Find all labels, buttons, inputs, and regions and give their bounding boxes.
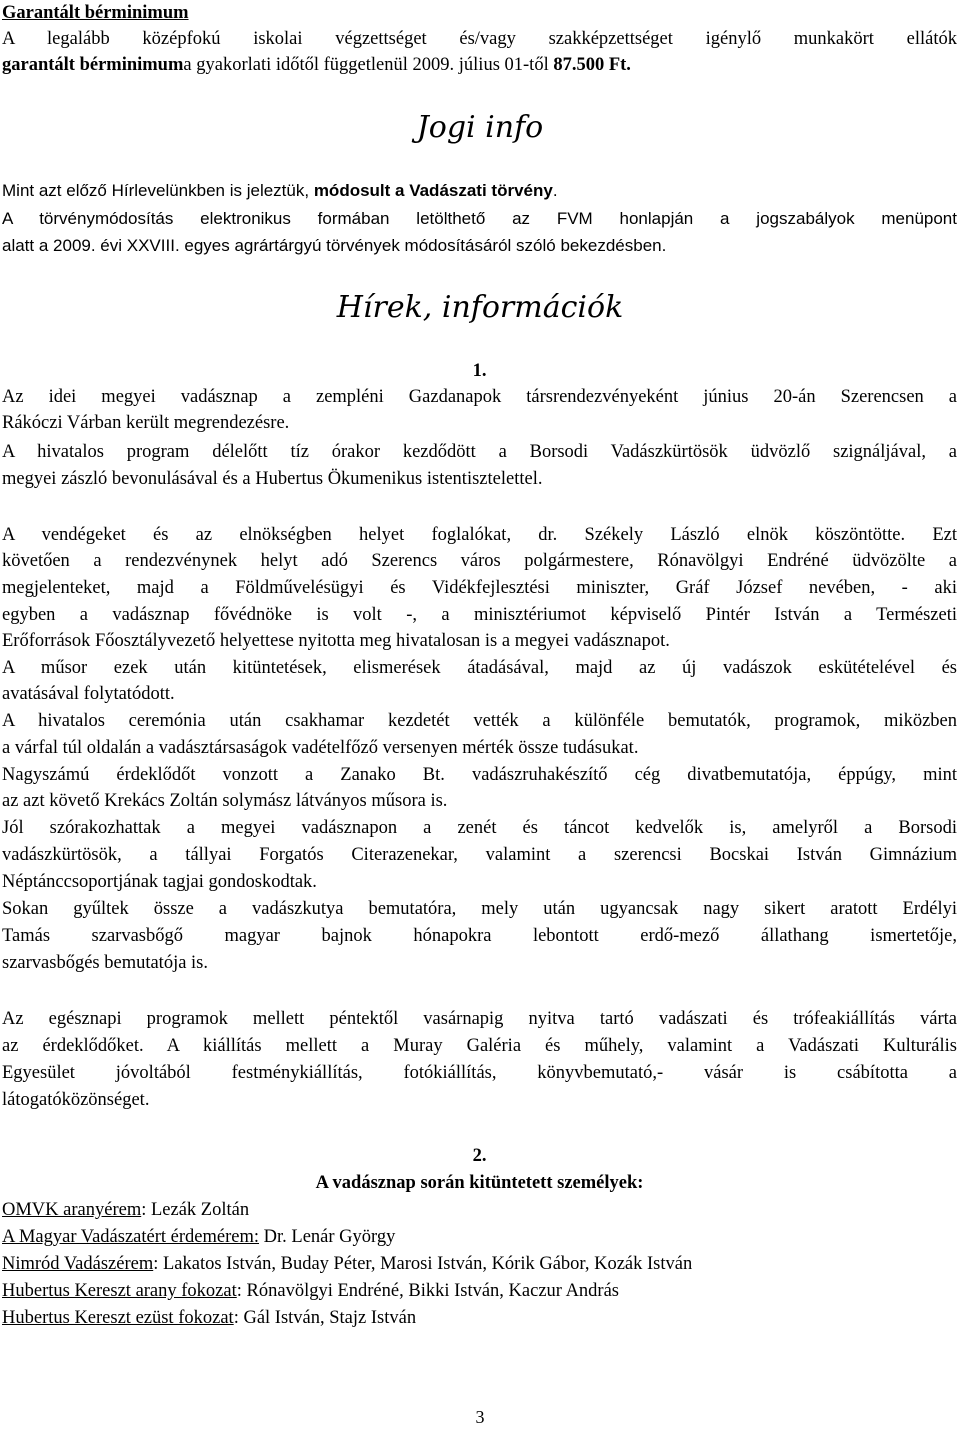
- paragraph-line: alatt a 2009. évi XXVIII. egyes agrártárgyú törvények módosításáról szóló bekezdésben.: [2, 236, 667, 255]
- award-separator: :: [141, 1200, 151, 1220]
- bold-text: garantált bérminimum: [2, 55, 184, 75]
- paragraph-line: Az egésznapi programok mellett péntektől vasárnapig nyitva tartó vadászati és trófeakiállítás várta: [2, 1009, 957, 1029]
- page-number: 3: [475, 1407, 485, 1427]
- paragraph-line: egyben a vadásznap fővédnöke is volt -, a minisztériumot képviselő Pintér István a Természeti: [2, 605, 957, 625]
- paragraph-line: megyei zászló bevonulásával és a Hubertus Ökumenikus istentisztelettel.: [2, 469, 543, 489]
- award-name: A Magyar Vadászatért érdemérem:: [2, 1227, 260, 1247]
- awards-title: A vadásznap során kitüntetett személyek:: [315, 1173, 644, 1193]
- section-number: 1.: [472, 361, 487, 381]
- paragraph-line: a várfal túl oldalán a vadásztársaságok vadételfőző versenyen mérték össze tudásukat.: [2, 738, 639, 758]
- section-title-berminimum: Garantált bérminimum: [2, 3, 189, 23]
- award-line: [2, 1251, 957, 1277]
- award-recipients: Lezák Zoltán: [150, 1200, 250, 1220]
- paragraph-line: szarvasbőgés bemutatója is.: [2, 953, 209, 973]
- text-span: a gyakorlati időtől függetlenül 2009. július 01-től: [183, 55, 554, 75]
- paragraph-line: látogatóközönséget.: [2, 1090, 150, 1110]
- paragraph-line: A hivatalos ceremónia után csakhamar kezdetét vették a különféle bemutatók, programok, miközben: [2, 711, 957, 731]
- paragraph-line: A vendégeket és az elnökségben helyet foglalókat, dr. Székely László elnök köszöntötte. Ezt: [2, 525, 957, 545]
- bold-text: módosult a Vadászati törvény: [313, 181, 553, 200]
- paragraph-line: Az idei megyei vadásznap a zempléni Gazdanapok társrendezvényeként június 20-án Szerencsen a: [2, 387, 957, 407]
- text-span: .: [552, 181, 558, 200]
- paragraph-line: követően a rendezvénynek helyt adó Szerencs város polgármestere, Rónavölgyi Endréné üdvözölte a: [2, 551, 957, 571]
- amount-text: 87.500 Ft.: [553, 55, 631, 75]
- award-separator: :: [153, 1254, 163, 1274]
- award-name: Hubertus Kereszt ezüst fokozat: [2, 1308, 234, 1328]
- award-recipients: Lakatos István, Buday Péter, Marosi István, Kórik Gábor, Kozák István: [162, 1254, 693, 1274]
- paragraph-line: Sokan gyűltek össze a vadászkutya bemutatóra, mely után ugyancsak nagy sikert aratott Erdélyi: [2, 899, 957, 919]
- paragraph-line: megjelenteket, majd a Földművelésügyi és Vidékfejlesztési miniszter, Gráf József nevében, - aki: [2, 578, 957, 598]
- text-span: Mint azt előző Hírlevelünkben is jeleztük,: [2, 181, 314, 200]
- paragraph-line: Rákóczi Várban került megrendezésre.: [2, 413, 290, 433]
- award-separator: :: [233, 1308, 244, 1328]
- award-separator: :: [236, 1281, 247, 1301]
- award-line: [2, 1224, 957, 1250]
- award-name: OMVK aranyérem: [2, 1200, 142, 1220]
- award-line: [2, 1278, 957, 1304]
- award-name: Hubertus Kereszt arany fokozat: [2, 1281, 237, 1301]
- award-recipients: Rónavölgyi Endréné, Bikki István, Kaczur András: [246, 1281, 619, 1301]
- paragraph-line: Nagyszámú érdeklődőt vonzott a Zanako Bt. vadászruhakészítő cég divatbemutatója, éppúgy, mint: [2, 765, 957, 785]
- paragraph-line: A hivatalos program délelőtt tíz órakor kezdődött a Borsodi Vadászkürtösök üdvözlő szignáljával, a: [2, 442, 957, 462]
- paragraph-line: avatásával folytatódott.: [2, 684, 175, 704]
- paragraph-line: Erőforrások Főosztályvezető helyettese nyitotta meg hivatalosan is a megyei vadásznapot.: [2, 631, 670, 651]
- award-name: Nimród Vadászérem: [2, 1254, 154, 1274]
- paragraph-line: [2, 52, 957, 78]
- paragraph-line: az érdeklődőket. A kiállítás mellett a Muray Galéria és műhely, valamint a Vadászati Kulturális: [2, 1036, 957, 1056]
- paragraph-line: A törvénymódosítás elektronikus formában letölthető az FVM honlapján a jogszabályok menüpont: [2, 209, 957, 228]
- paragraph-line: Néptánccsoportjának tagjai gondoskodtak.: [2, 872, 317, 892]
- paragraph-line: A műsor ezek után kitüntetések, elismerések átadásával, majd az új vadászok eskütételével és: [2, 658, 957, 678]
- section-number: 2.: [472, 1146, 487, 1166]
- paragraph-line: [2, 178, 957, 204]
- paragraph-line: A legalább középfokú iskolai végzettséget és/vagy szakképzettséget igénylő munkakört ellátók: [2, 29, 957, 49]
- paragraph-line: Egyesület jóvoltából festménykiállítás, fotókiállítás, könyvbemutató,- vásár is csábította a: [2, 1063, 957, 1083]
- award-line: [2, 1197, 957, 1223]
- award-recipients: Gál István, Stajz István: [243, 1308, 417, 1328]
- paragraph-line: az azt követő Krekács Zoltán solymász látványos műsora is.: [2, 791, 448, 811]
- award-recipients: Dr. Lenár György: [263, 1227, 396, 1247]
- heading-jogi-info: Jogi info: [416, 110, 544, 145]
- paragraph-line: Jól szórakozhattak a megyei vadásznapon a zenét és táncot kedvelők is, amelyről a Borsodi: [2, 818, 957, 838]
- paragraph-line: vadászkürtösök, a tállyai Forgatós Citerazenekar, valamint a szerencsi Bocskai István Gimnázium: [2, 845, 957, 865]
- paragraph-line: Tamás szarvasbőgő magyar bajnok hónapokra lebontott erdő-mező állathang ismertetője,: [2, 926, 957, 946]
- award-line: [2, 1305, 957, 1331]
- heading-hirek-informaciok: Hírek, információk: [336, 290, 624, 325]
